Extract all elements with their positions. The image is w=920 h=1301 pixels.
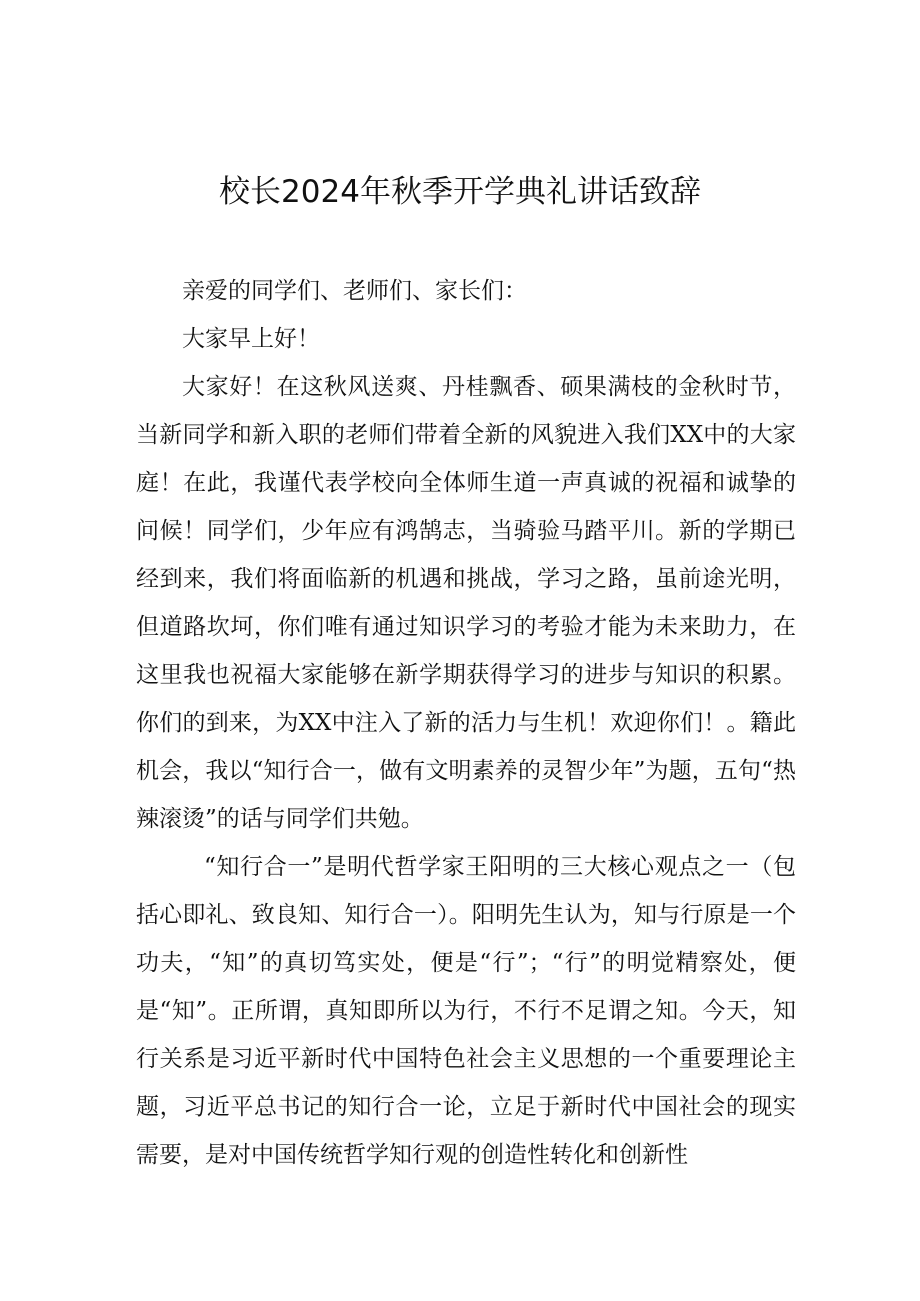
document-title: 校长2024年秋季开学典礼讲话致辞 [219,174,701,210]
greeting: 大家早上好！ [182,326,320,352]
paragraph: “知行合一”是明代哲学家王阳明的三大核心观点之一（包括心即礼、致良知、知行合一）。阳明先生认为，知与行原是一个功夫，“知”的真切笃实处，便是“行”；“行”的明觉精察处，便是“知”。正所谓，真知即所以为行，不行不足谓之知。今天，知行关系是习近平新时代中国特色社会主义思想的一个重要理论主题，习近平总书记的知行合一论，立足于新时代中国社会的现实需要，是对中国传统哲学知行观的创造性转化和创新性 [136,854,796,1168]
paragraph: 大家好！在这秋风送爽、丹桂飘香、硕果满枝的金秋时节，当新同学和新入职的老师们带着全新的风貌进入我们XX中的大家庭！在此，我谨代表学校向全体师生道一声真诚的祝福和诚挚的问候！同学们，少年应有鸿鹄志，当骑验马踏平川。新的学期已经到来，我们将面临新的机遇和挑战，学习之路，虽前途光明，但道路坎坷，你们唯有通过知识学习的考验才能为未来助力，在这里我也祝福大家能够在新学期获得学习的进步与知识的积累。你们的到来，为XX中注入了新的活力与生机！欢迎你们！。籍此机会，我以“知行合一，做有文明素养的灵智少年”为题，五句“热辣滚烫”的话与同学们共勉。 [136,374,796,832]
document-body [136,267,796,1179]
salutation: 亲爱的同学们、老师们、家长们： [182,278,527,304]
